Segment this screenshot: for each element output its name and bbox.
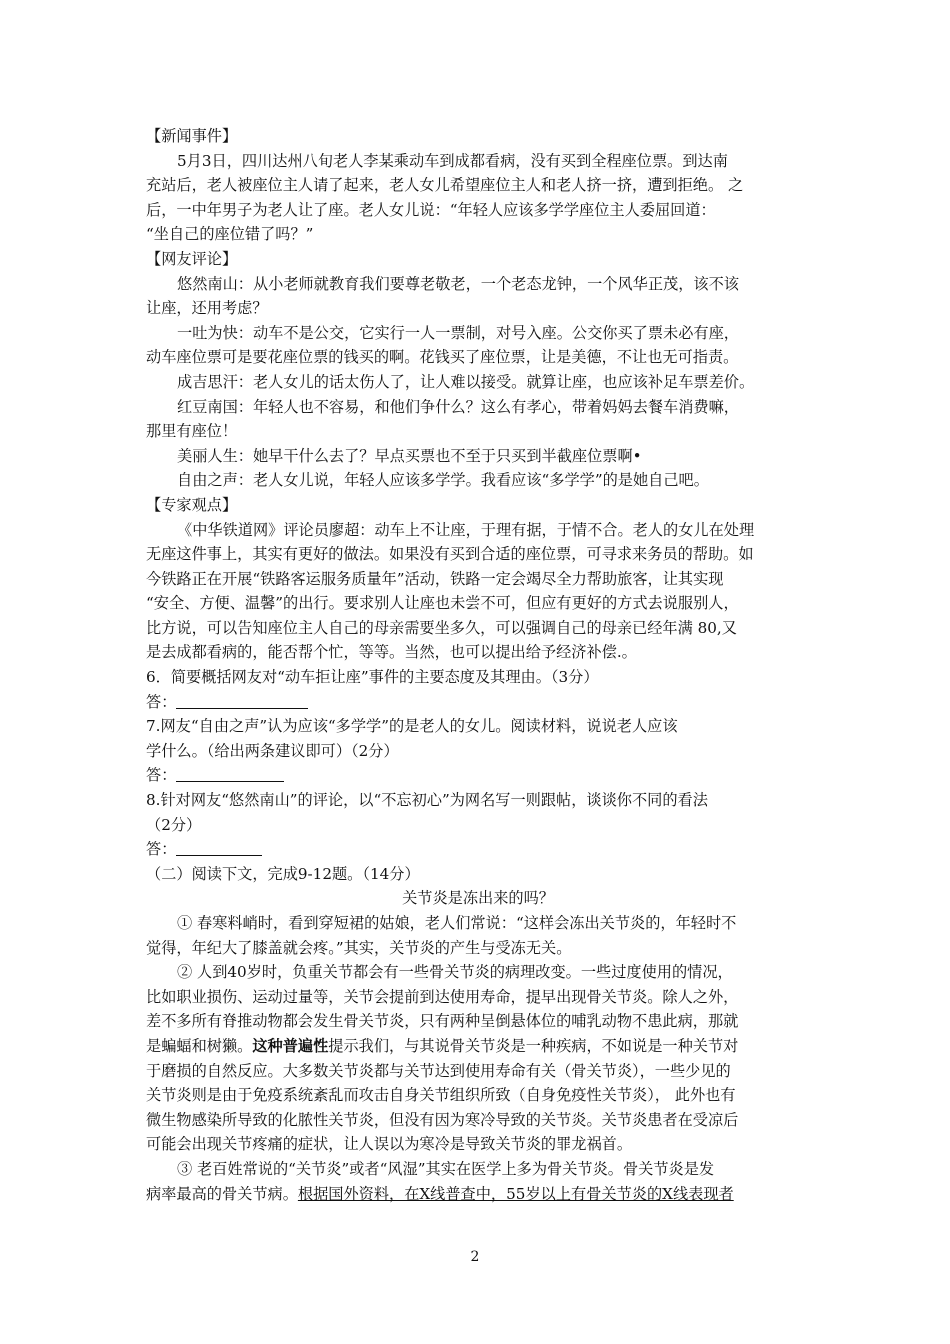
question-7: 7.网友“自由之声”认为应该“多学学”的是老人的女儿。阅读材料，说说老人应该 [146, 717, 678, 736]
document-page [146, 124, 810, 1206]
answer-label: 答： [146, 692, 177, 711]
article-paragraph-line: ① 春寒料峭时，看到穿短裙的姑娘，老人们常说：“这样会冻出关节炎的，年轻时不 [177, 914, 737, 932]
article-paragraph-line: 于磨损的自然反应。大多数关节炎都与关节达到使用寿命有关（骨关节炎），一些少见的 [146, 1061, 731, 1080]
article-text: 提示我们，与其说骨关节炎是一种疾病，不如说是一种关节对 [328, 1036, 739, 1055]
article-paragraph-line: 差不多所有脊推动物都会发生骨关节炎，只有两种呈倒悬体位的哺乳动物不患此病，那就 [146, 1012, 739, 1031]
answer-label: 答： [146, 766, 177, 785]
answer-line-8 [146, 837, 810, 862]
bold-phrase: 这种普遍性 [252, 1036, 329, 1055]
comment-line: 美丽人生：她早干什么去了？早点买票也不至于只买到半截座位票啊• [177, 446, 642, 465]
article-paragraph-line: 比如职业损伤、运动过量等，关节会提前到达使用寿命，提早出现骨关节炎。除人之外， [146, 987, 739, 1006]
expert-line: 《中华铁道网》评论员廖超：动车上不让座，于理有据，于情不合。老人的女儿在处理 [177, 520, 755, 539]
article-paragraph-line: 微生物感染所导致的化脓性关节炎，但没有因为寒冷导致的关节炎。关节炎患者在受凉后 [146, 1110, 739, 1129]
news-line: 5月3日，四川达州八旬老人李某乘动车到成都看病，没有买到全程座位票。到达南 [177, 151, 728, 170]
article-paragraph-line: ② 人到40岁时，负重关节都会有一些骨关节炎的病理改变。一些过度使用的情况， [177, 963, 733, 982]
comment-line: 悠然南山：从小老师就教育我们要尊老敬老，一个老态龙钟，一个风华正茂，该不该 [177, 274, 739, 293]
answer-blank[interactable] [176, 766, 284, 782]
article-text: 病率最高的骨关节病。 [146, 1184, 298, 1203]
answer-blank[interactable] [176, 840, 262, 856]
section-heading-expert: 【专家观点】 [146, 495, 238, 514]
comment-line: 成吉思汗：老人女儿的话太伤人了，让人难以接受。就算让座，也应该补足车票差价。 [177, 372, 755, 391]
article-paragraph-line [146, 1034, 810, 1059]
question-8: 8.针对网友“悠然南山”的评论，以“不忘初心”为网名写一则跟帖，谈谈你不同的看法 [146, 791, 708, 810]
answer-label: 答： [146, 840, 177, 859]
expert-line: 无座这件事上，其实有更好的做法。如果没有买到合适的座位票，可寻求来务员的帮助。如 [146, 545, 754, 564]
news-line: “坐自己的座位错了吗？” [146, 225, 314, 244]
answer-line-6 [146, 690, 810, 715]
article-title: 关节炎是冻出来的吗？ [402, 889, 554, 908]
comment-line: 动车座位票可是要花座位票的钱买的啊。花钱买了座位票，让是美德，不让也无可指责。 [146, 348, 739, 367]
question-7-cont: 学什么。（给出两条建议即可）（2分） [146, 741, 399, 760]
part-two-heading: （二）阅读下文，完成9-12题。（14分） [146, 864, 420, 883]
expert-line: “安全、方便、温馨”的出行。要求别人让座也未尝不可，但应有更好的方式去说服别人， [146, 594, 739, 613]
comment-line: 自由之声：老人女儿说，年轻人应该多学学。我看应该“多学学”的是她自己吧。 [177, 471, 709, 490]
expert-line: 今铁路正在开展“铁路客运服务质量年”活动，铁路一定会竭尽全力帮助旅客，让其实现 [146, 569, 724, 588]
news-line: 后，一中年男子为老人让了座。老人女儿说：“年轻人应该多学学座位主人委屈回道： [146, 200, 716, 219]
question-6: 6．简要概括网友对“动车拒让座”事件的主要态度及其理由。（3分） [146, 668, 599, 687]
section-heading-comments: 【网友评论】 [146, 249, 238, 268]
article-paragraph-line: 可能会出现关节疼痛的症状，让人误以为寒冷是导致关节炎的罪龙祸首。 [146, 1135, 632, 1154]
comment-line: 那里有座位！ [146, 422, 238, 441]
question-8-cont: （2分） [146, 815, 202, 834]
news-line: 充站后，老人被座位主人请了起来，老人女儿希望座位主人和老人挤一挤，遭到拒绝。 之 [146, 176, 744, 195]
underlined-sentence: 根据国外资料，在X线普查中，55岁以上有骨关节炎的X线表现者 [297, 1184, 734, 1203]
comment-line: 让座，还用考虑？ [146, 299, 268, 318]
answer-blank[interactable] [176, 693, 308, 709]
article-paragraph-line: 觉得，年纪大了膝盖就会疼。”其实，关节炎的产生与受冻无关。 [146, 938, 572, 957]
comment-line: 一吐为快：动车不是公交，它实行一人一票制，对号入座。公交你买了票未必有座， [177, 323, 739, 342]
comment-line: 红豆南国：年轻人也不容易，和他们争什么？这么有孝心，带着妈妈去餐车消费嘛， [177, 397, 739, 416]
expert-line: 是去成都看病的，能否帮个忙，等等。当然，也可以提出给予经济补偿.。 [146, 643, 637, 662]
section-heading-news: 【新闻事件】 [146, 127, 238, 145]
article-paragraph-line [146, 1182, 810, 1207]
expert-line: 比方说，可以告知座位主人自己的母亲需要坐多久，可以强调自己的母亲已经年满 80,又 [146, 618, 737, 637]
article-paragraph-line: ③ 老百姓常说的“关节炎”或者“风湿”其实在医学上多为骨关节炎。骨关节炎是发 [177, 1159, 715, 1178]
article-paragraph-line: 关节炎则是由于免疫系统紊乱而攻击自身关节组织所致（自身免疫性关节炎）， 此外也有 [146, 1086, 736, 1105]
page-number: 2 [470, 1249, 480, 1265]
article-text: 是蝙蝠和树獭。 [146, 1036, 253, 1055]
answer-line-7 [146, 763, 810, 788]
